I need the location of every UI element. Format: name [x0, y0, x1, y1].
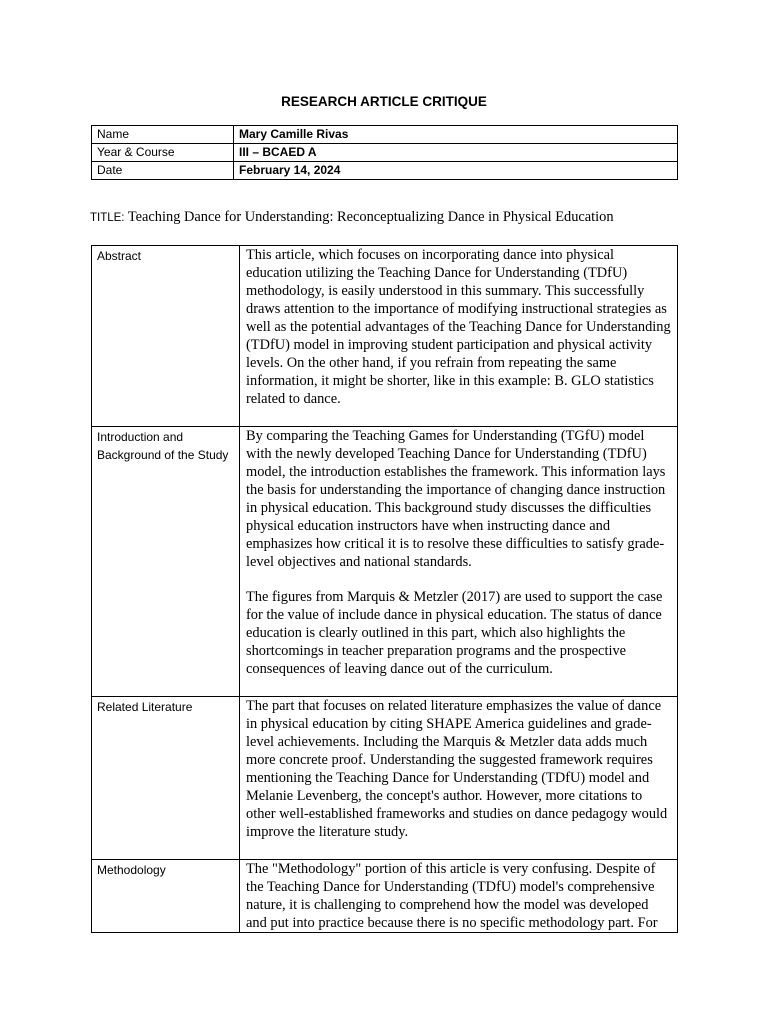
- section-body: [240, 427, 678, 697]
- section-heading: Methodology: [92, 860, 240, 933]
- section-body: [240, 246, 678, 427]
- article-title-line: [90, 209, 710, 226]
- info-row-year-course: [92, 144, 678, 162]
- section-body: [240, 697, 678, 860]
- critique-row-related-literature: [92, 697, 678, 860]
- student-info-table: [91, 125, 678, 180]
- info-row-name: [92, 126, 678, 144]
- section-heading: Related Literature: [92, 697, 240, 860]
- info-label: Name: [92, 126, 234, 144]
- section-paragraph: By comparing the Teaching Games for Understanding (TGfU) model with the newly developed Teaching Dance for Understanding (TDfU) model, the introduction establishes the framework. This information lays the basis for understanding the importance of changing dance instruction in physical education. This background study discusses the difficulties physical education instructors have when instructing dance and emphasizes how critical it is to resolve these difficulties to satisfy grade-level objectives and national standards.: [246, 428, 666, 570]
- info-value: February 14, 2024: [234, 162, 678, 180]
- section-body-clip: [246, 860, 672, 930]
- section-heading: Introduction and Background of the Study: [92, 427, 240, 697]
- critique-row-abstract: [92, 246, 678, 427]
- section-heading: Abstract: [92, 246, 240, 427]
- info-row-date: [92, 162, 678, 180]
- critique-table: [91, 245, 678, 933]
- section-paragraph: The "Methodology" portion of this article is very confusing. Despite of the Teaching Dance for Understanding (TDfU) model's comprehensive nature, it is challenging to comprehend how the model was developed and put into practice because there is no specific methodology part. For: [246, 861, 658, 930]
- info-label: Year & Course: [92, 144, 234, 162]
- document-title: RESEARCH ARTICLE CRITIQUE: [281, 94, 487, 109]
- article-title-label: TITLE:: [90, 212, 125, 224]
- section-paragraph: The figures from Marquis & Metzler (2017) are used to support the case for the value of include dance in physical education. The status of dance education is clearly outlined in this part, which also highlights the shortcomings in teacher preparation programs and the prospective consequences of leaving dance out of the curriculum.: [246, 589, 663, 677]
- section-paragraph: The part that focuses on related literature emphasizes the value of dance in physical education by citing SHAPE America guidelines and grade-level achievements. Including the Marquis & Metzler data adds much more concrete proof. Understanding the suggested framework requires mentioning the Teaching Dance for Understanding (TDfU) model and Melanie Levenberg, the concept's author. However, more citations to other well-established frameworks and studies on dance pedagogy would improve the literature study.: [246, 698, 668, 840]
- section-paragraph: This article, which focuses on incorporating dance into physical education utilizing the Teaching Dance for Understanding (TDfU) methodology, is easily understood in this summary. This successfully draws attention to the importance of modifying instructional strategies as well as the potential advantages of the Teaching Dance for Understanding (TDfU) model in improving student participation and physical activity levels. On the other hand, if you refrain from repeating the same information, it might be shorter, like in this example: B. GLO statistics related to dance.: [246, 247, 671, 407]
- critique-row-methodology: [92, 860, 678, 933]
- section-body: [240, 860, 678, 933]
- info-value: III – BCAED A: [234, 144, 678, 162]
- article-title: Teaching Dance for Understanding: Reconceptualizing Dance in Physical Education: [127, 209, 614, 225]
- info-label: Date: [92, 162, 234, 180]
- critique-row-introduction: [92, 427, 678, 697]
- info-value: Mary Camille Rivas: [234, 126, 678, 144]
